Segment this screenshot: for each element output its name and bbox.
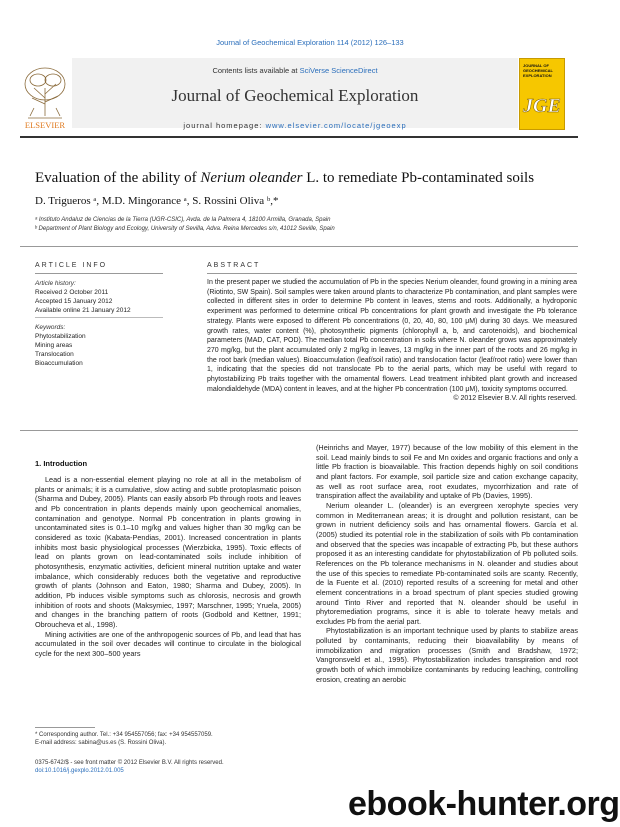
abstract-heading: ABSTRACT xyxy=(207,262,261,269)
footnote-rule xyxy=(35,727,95,728)
abstract-end-rule xyxy=(20,430,578,431)
received-date: Received 2 October 2011 xyxy=(35,289,109,296)
online-date: Available online 21 January 2012 xyxy=(35,307,131,314)
left-column xyxy=(35,475,301,658)
elsevier-logo xyxy=(20,58,70,130)
article-history xyxy=(35,279,163,368)
history-label: Article history: xyxy=(35,280,76,287)
paragraph: Phytostabilization is an important technique used by plants to stabilize areas polluted by contaminants, reducing their bioavailability by means of immobilization and migration processes (Smith and Bradshaw, 1972; Vangronsveld et al., 1995). Phytostabilization includes transpiration and root growth both of which immobilize contaminants by reducing leaching, controlling erosion, creating an aerobic xyxy=(316,626,578,684)
keyword-item: Translocation xyxy=(35,351,74,358)
keyword-item: Phytostabilization xyxy=(35,333,86,340)
paragraph: Lead is a non-essential element playing no role at all in the metabolism of plants or animals; it is a cumulative, slow acting and subtle protoplasmatic poison (Sharma and Dubey, 2005). Plants can easily absorb Pb through roots and leaves and Pb concentration in plants depends mainly upon geochemical anomalies, contamination and genotype. Normal Pb concentration in plants growing in uncontaminated sites is 0.1–10 mg/kg and values higher than 30 mg/kg can be considered as toxic (Kabata-Pendias, 2001). Increased concentration in plants inhibits most basic physiological processes (Wierzbicka, 1995). Toxic effects of lead on plants grown on lead-contaminated soils include inhibition of photosynthesis, enzymatic activities, deficient mineral nutrition uptake and water imbalance, which considerably reduces both the vegetative and reproductive growth of plants (Johnson and Eaton, 1980; Sharma and Dubey, 2005). In addition, Pb induces visible symptoms such as chlorosis, necrosis and growth inhibition of roots and shoots (Maksymiec, 1997; Marschner, 1995; Yruela, 2005) and changes in the branching pattern of roots (Godbold and Kettner, 1991; Obroucheva et al., 1998). xyxy=(35,475,301,629)
info-rule xyxy=(35,273,163,274)
contents-line xyxy=(72,66,518,75)
cover-journal-name: JOURNAL OF GEOCHEMICAL EXPLORATION xyxy=(523,63,553,78)
article-title: Evaluation of the ability of Nerium oleander L. to remediate Pb-contaminated soils xyxy=(35,170,535,186)
accepted-date: Accepted 15 January 2012 xyxy=(35,298,113,305)
paragraph: Nerium oleander L. (oleander) is an evergreen xerophyte species very common in Mediterranean areas; it is drought and pollution resistant, can be grown in nutrient deficiency soils and has ornamental flowers. García et al. (2005) studied its potential role in the stabilization of soils with Pb contamination and observed that the species was incapable of extracting Pb, but these authors proposed it as an interesting candidate for phytostabilization of Pb polluted soils. References on the Pb tolerance mechanisms in N. oleander and studies about the use of this species to remediate Pb-contaminated soils are scanty. Recently, de la Fuente et al. (2010) reported results of a screening for metal and other element concentrations in a broad spectrum of plant species studied growing around Tinto River and reported that N. oleander should be useful in phytoremediation programs, since it is able to tolerate heavy metals and excludes Pb from the aerial part. xyxy=(316,500,578,626)
keyword-item: Bioaccumulation xyxy=(35,360,83,367)
homepage-link[interactable]: www.elsevier.com/locate/jgeoexp xyxy=(265,121,407,130)
abstract-copyright: © 2012 Elsevier B.V. All rights reserved. xyxy=(453,395,577,403)
contents-prefix: Contents lists available at xyxy=(212,66,300,75)
abstract-rule xyxy=(207,273,577,274)
affiliation-b: ᵇ Department of Plant Biology and Ecology, University of Sevilla, Adva. Reina Mercedes s/n, 41012 Seville, Spain xyxy=(35,226,335,232)
journal-homepage xyxy=(72,121,518,130)
abstract-body xyxy=(207,278,577,404)
journal-title: Journal of Geochemical Exploration xyxy=(171,86,419,105)
corresponding-line: * Corresponding author. Tel.: +34 954557056; fax: +34 954557059. xyxy=(35,732,213,738)
doi-link[interactable]: doi:10.1016/j.gexplo.2012.01.005 xyxy=(35,768,124,774)
cover-mark: JGE xyxy=(523,95,561,117)
email-line: E-mail address: sabina@us.es (S. Rossini Oliva). xyxy=(35,740,167,746)
keyword-item: Mining areas xyxy=(35,342,73,349)
author-list: D. Trigueros ᵃ, M.D. Mingorance ᵃ, S. Rossini Oliva ᵇ,* xyxy=(35,195,279,207)
issn-line: 0375-6742/$ - see front matter © 2012 Elsevier B.V. All rights reserved. xyxy=(35,760,224,766)
homepage-prefix: journal homepage: xyxy=(183,121,266,130)
elsevier-wordmark: ELSEVIER xyxy=(24,120,66,130)
paragraph: (Heinrichs and Mayer, 1977) because of the low mobility of this element in the soil. Lead mainly binds to soil Fe and Mn oxides and organic fractions and only a little Pb fraction is bioavailable. This fraction depends highly on soil conditions and plant factors. For example, soil particle size and cation exchange capacity, as well as root surface area, root exudates, mycorrhization and rate of transpiration affect the availability and uptake of Pb (Davies, 1995). xyxy=(316,443,578,501)
right-column xyxy=(316,443,578,684)
corresponding-author-note xyxy=(35,731,213,747)
journal-citation[interactable]: Journal of Geochemical Exploration 114 (2012) 126–133 xyxy=(216,38,404,47)
sciverse-link[interactable]: SciVerse ScienceDirect xyxy=(299,66,378,75)
paragraph: Mining activities are one of the anthropogenic sources of Pb, and lead that has accumulated in the soil over decades will continue to circulate in the biological cycle for the next 300–500 years xyxy=(35,629,301,658)
keywords-label: Keywords: xyxy=(35,324,66,331)
section-heading-introduction: 1. Introduction xyxy=(35,459,88,468)
abstract-text: In the present paper we studied the accumulation of Pb in the species Nerium oleander, found growing in a mining area (Riotinto, SW Spain). Soil samples were taken around plants to characterize Pb contamination, and plant samples were collected in different sites in order to determine Pb content in leaves, stems and roots. Additionally, a hydroponic experiment was performed to determine critical Pb concentrations for plant growth and investigate the Pb tolerance strategy. Plants were exposed to different Pb concentrations (0, 20, 40, 80, 100 μM) during 30 days. We measured growth rates, water content (%), photosynthetic pigments (chlorophyll a, b, and carotenoids), and biochemical parameters (MAD, CAT, POD). The median total Pb concentration in soils where N. oleander grows was approximately 270 mg/kg, but the plant accumulated only 2 mg/kg in leaves, 13 mg/kg in the inner part of the roots and 26 mg/kg in the root bark (median values). Bioaccumulation (leaf/soil ratio) and translocation factor (leaf/root ratio) were lower than 1, indicating that the species did not translocate Pb to the aerial parts, which may be useful with regard to phytostabilizing Pb traits together with the ornamental flowers. Lead treatment inhibited plant growth and increased malondialdehyde (MDA) content in leaves, and at the higher Pb concentration (100 μM), toxicity symptoms occurred. xyxy=(207,279,577,393)
front-matter-note xyxy=(35,759,224,775)
info-divider xyxy=(35,317,163,318)
watermark: ebook-hunter.org xyxy=(348,785,620,823)
affiliation-rule xyxy=(20,246,578,247)
header-rule xyxy=(20,136,578,138)
affiliation-a: ᵃ Instituto Andaluz de Ciencias de la Tierra (UGR-CSIC), Avda. de la Palmera 4, 18100 Armilla, Granada, Spain xyxy=(35,217,331,223)
journal-cover-thumbnail xyxy=(519,58,565,130)
article-info-heading: ARTICLE INFO xyxy=(35,262,108,269)
